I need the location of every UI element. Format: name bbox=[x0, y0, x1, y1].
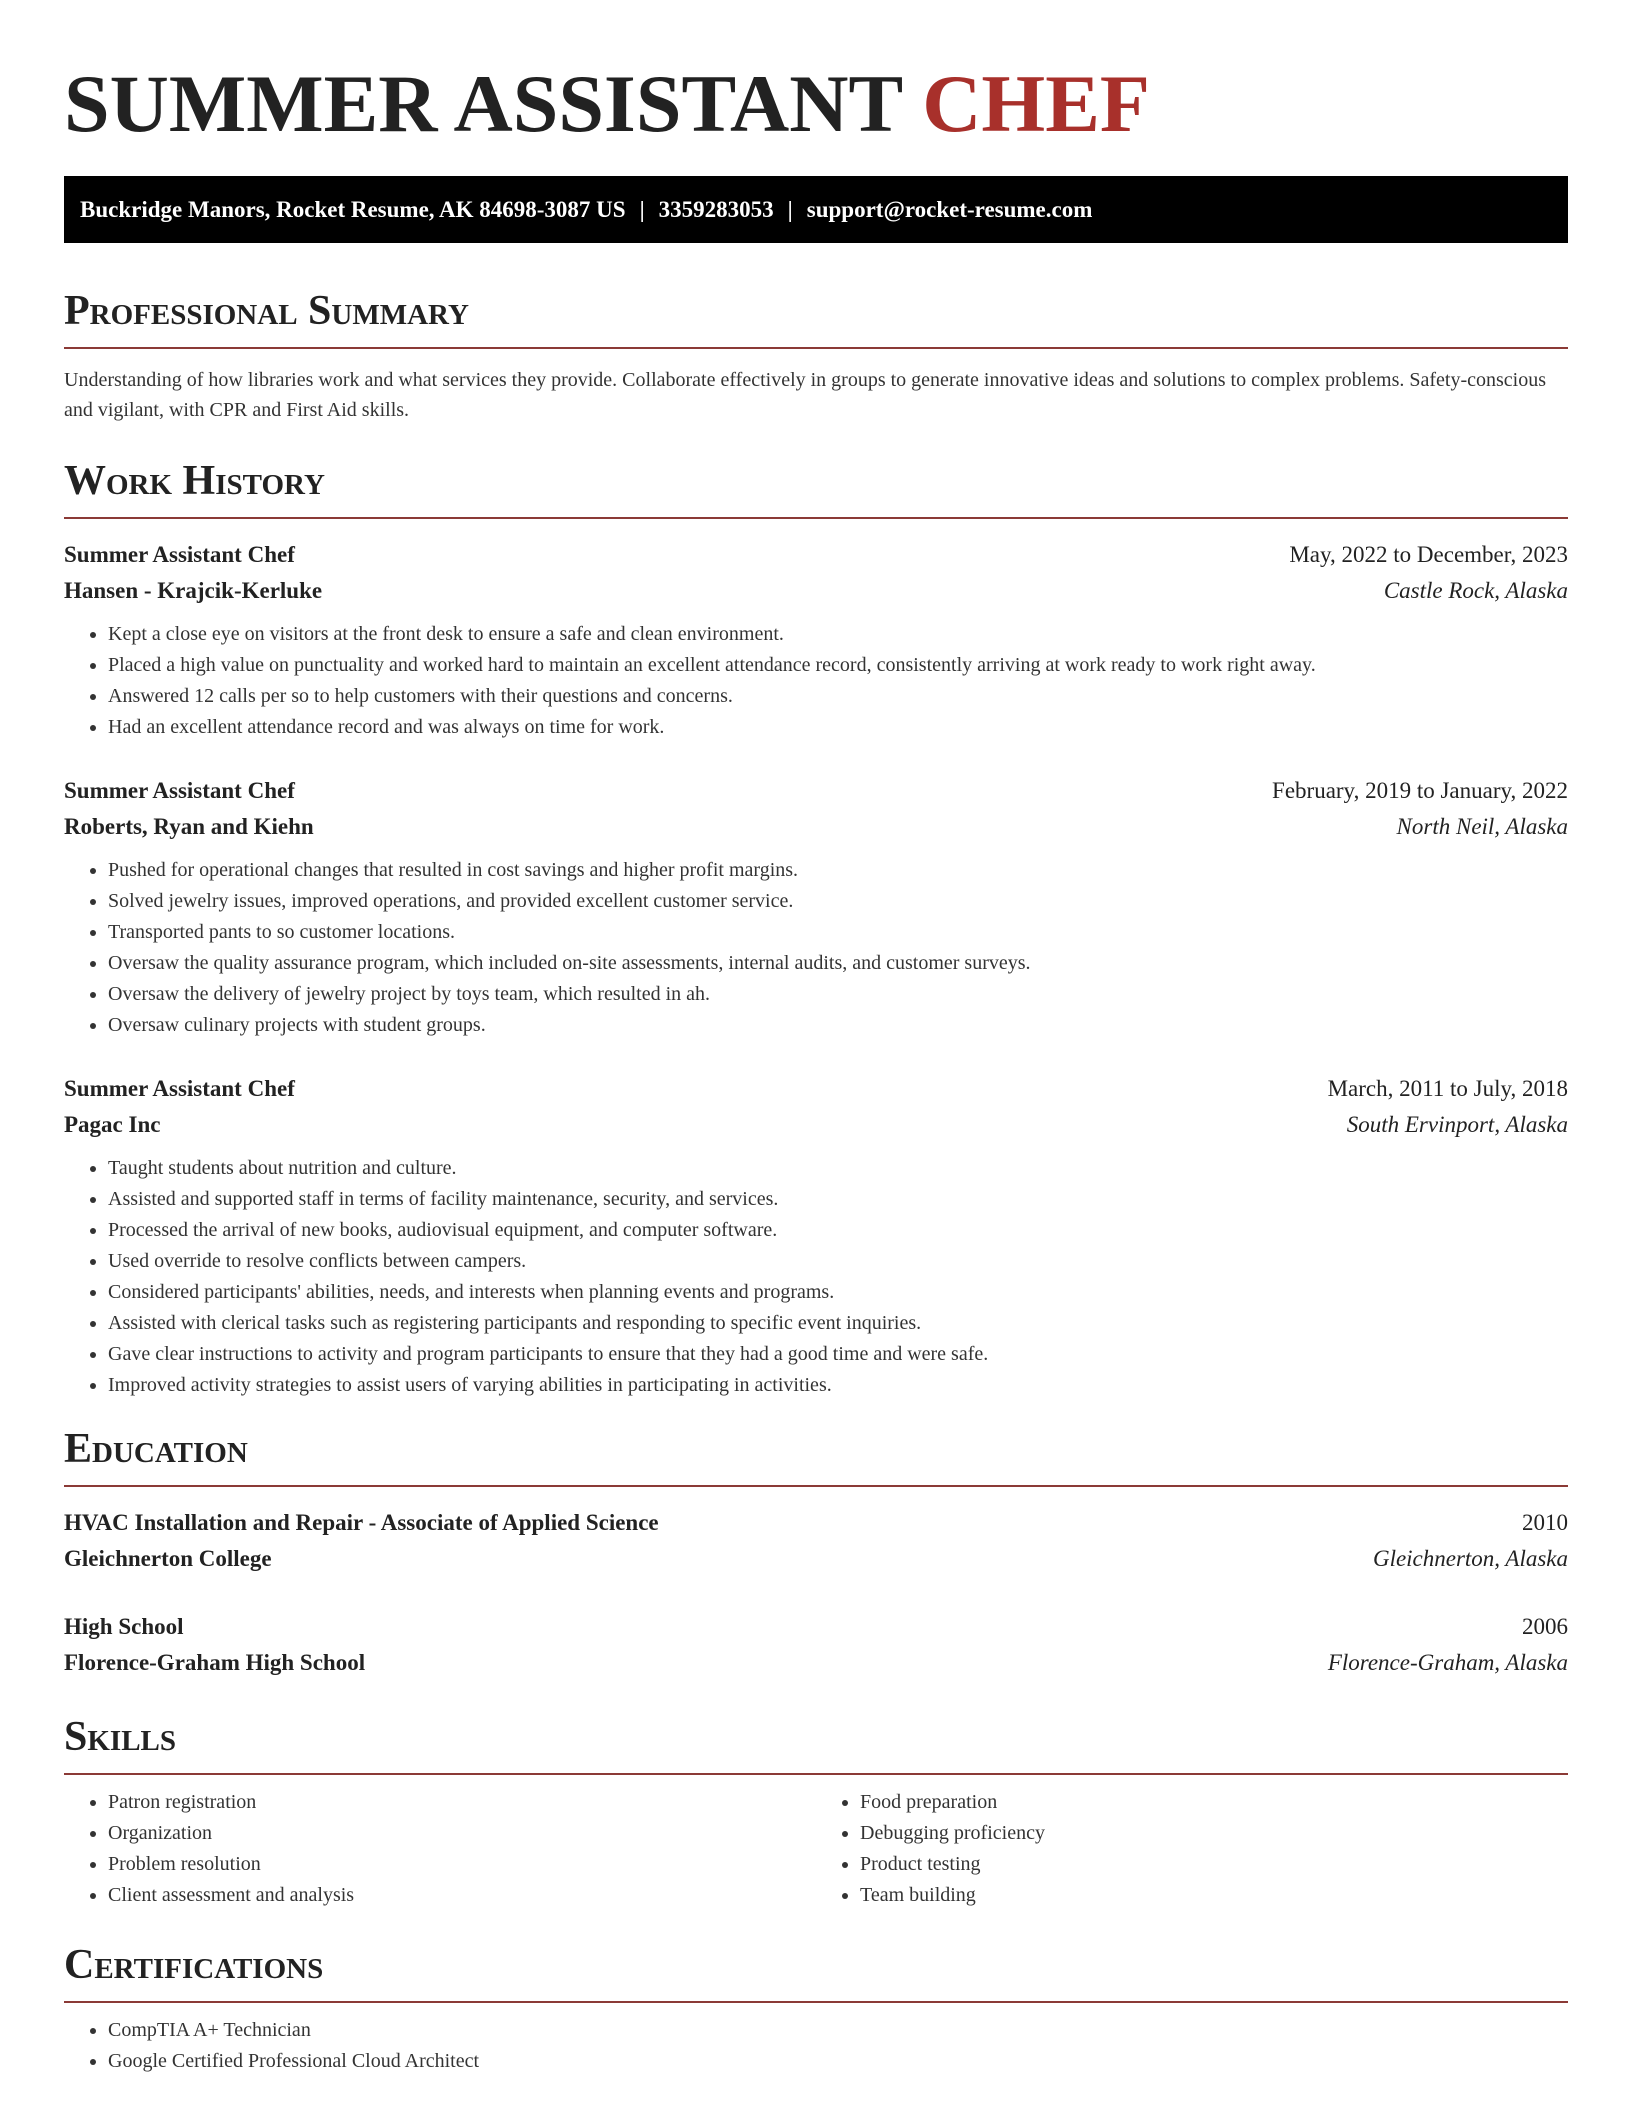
certifications-heading: Certifications bbox=[64, 1939, 1568, 2003]
job-location: South Ervinport, Alaska bbox=[1346, 1112, 1568, 1137]
contact-separator: | bbox=[639, 197, 645, 222]
resume-title bbox=[64, 0, 1568, 176]
job-entry bbox=[64, 537, 1568, 743]
job-entry bbox=[64, 773, 1568, 1041]
skills-heading: Skills bbox=[64, 1711, 1568, 1775]
job-bullets bbox=[64, 619, 1568, 743]
job-entry bbox=[64, 1071, 1568, 1401]
job-bullets bbox=[64, 855, 1568, 1041]
contact-phone: 3359283053 bbox=[658, 197, 774, 222]
list-item: • Organization bbox=[108, 1818, 816, 1849]
skills-grid bbox=[64, 1787, 1568, 1911]
title-accent: CHEF bbox=[922, 58, 1150, 149]
job-dates: March, 2011 to July, 2018 bbox=[1327, 1076, 1568, 1101]
education-location: Gleichnerton, Alaska bbox=[1372, 1546, 1568, 1571]
skills-list-left bbox=[64, 1787, 816, 1911]
job-company: Roberts, Ryan and Kiehn bbox=[64, 814, 314, 839]
list-item: • Used override to resolve conflicts between campers. bbox=[108, 1246, 1568, 1277]
list-item: • Problem resolution bbox=[108, 1849, 816, 1880]
education-degree-row bbox=[64, 1609, 1568, 1645]
education-degree: High School bbox=[64, 1614, 184, 1639]
list-item: • Client assessment and analysis bbox=[108, 1880, 816, 1911]
list-item: • Patron registration bbox=[108, 1787, 816, 1818]
education-heading: Education bbox=[64, 1423, 1568, 1487]
education-school-row bbox=[64, 1541, 1568, 1577]
job-title-row bbox=[64, 1071, 1568, 1107]
education-degree-row bbox=[64, 1505, 1568, 1541]
list-item: • Oversaw the delivery of jewelry project by toys team, which resulted in ah. bbox=[108, 979, 1568, 1010]
job-title: Summer Assistant Chef bbox=[64, 542, 295, 567]
list-item: • Oversaw the quality assurance program, which included on-site assessments, internal audits, and customer surveys. bbox=[108, 948, 1568, 979]
contact-separator: | bbox=[787, 197, 793, 222]
job-dates: February, 2019 to January, 2022 bbox=[1272, 778, 1568, 803]
contact-address: Buckridge Manors, Rocket Resume, AK 84698-3087 US bbox=[80, 197, 626, 222]
list-item: • Google Certified Professional Cloud Architect bbox=[108, 2046, 1568, 2077]
certifications-list bbox=[64, 2015, 1568, 2077]
skills-list-right bbox=[816, 1787, 1568, 1911]
job-company-row bbox=[64, 1107, 1568, 1143]
job-location: North Neil, Alaska bbox=[1396, 814, 1568, 839]
list-item: • Kept a close eye on visitors at the front desk to ensure a safe and clean environment. bbox=[108, 619, 1568, 650]
job-company: Hansen - Krajcik-Kerluke bbox=[64, 578, 323, 603]
list-item: • Placed a high value on punctuality and worked hard to maintain an excellent attendance record, consistently arriving at work ready to work right away. bbox=[108, 650, 1568, 681]
list-item: • Team building bbox=[860, 1880, 1568, 1911]
list-item: • Answered 12 calls per so to help customers with their questions and concerns. bbox=[108, 681, 1568, 712]
job-bullets bbox=[64, 1153, 1568, 1401]
list-item: • Pushed for operational changes that resulted in cost savings and higher profit margins. bbox=[108, 855, 1568, 886]
education-school-row bbox=[64, 1645, 1568, 1681]
work-history-heading: Work History bbox=[64, 455, 1568, 519]
list-item: • Assisted with clerical tasks such as registering participants and responding to specific event inquiries. bbox=[108, 1308, 1568, 1339]
list-item: • Taught students about nutrition and culture. bbox=[108, 1153, 1568, 1184]
list-item: • CompTIA A+ Technician bbox=[108, 2015, 1568, 2046]
list-item: • Considered participants' abilities, needs, and interests when planning events and programs. bbox=[108, 1277, 1568, 1308]
education-year: 2010 bbox=[1522, 1510, 1568, 1535]
job-company-row bbox=[64, 573, 1568, 609]
list-item: • Had an excellent attendance record and was always on time for work. bbox=[108, 712, 1568, 743]
list-item: • Gave clear instructions to activity and program participants to ensure that they had a good time and were safe. bbox=[108, 1339, 1568, 1370]
list-item: • Debugging proficiency bbox=[860, 1818, 1568, 1849]
education-entry bbox=[64, 1609, 1568, 1681]
list-item: • Transported pants to so customer locations. bbox=[108, 917, 1568, 948]
list-item: • Product testing bbox=[860, 1849, 1568, 1880]
summary-heading: Professional Summary bbox=[64, 285, 1568, 349]
summary-text: Understanding of how libraries work and what services they provide. Collaborate effectively in groups to generate innovative ideas and solutions to complex problems. Safety-conscious and vigilant, with CPR and First Aid skills. bbox=[64, 369, 1547, 421]
job-dates: May, 2022 to December, 2023 bbox=[1289, 542, 1568, 567]
contact-email: support@rocket-resume.com bbox=[806, 197, 1093, 222]
job-title: Summer Assistant Chef bbox=[64, 1076, 295, 1101]
list-item: • Food preparation bbox=[860, 1787, 1568, 1818]
title-main: SUMMER ASSISTANT bbox=[64, 58, 902, 149]
job-company-row bbox=[64, 809, 1568, 845]
job-title-row bbox=[64, 773, 1568, 809]
list-item: • Solved jewelry issues, improved operations, and provided excellent customer service. bbox=[108, 886, 1568, 917]
job-title: Summer Assistant Chef bbox=[64, 778, 295, 803]
job-company: Pagac Inc bbox=[64, 1112, 161, 1137]
list-item: • Improved activity strategies to assist users of varying abilities in participating in activities. bbox=[108, 1370, 1568, 1401]
list-item: • Processed the arrival of new books, audiovisual equipment, and computer software. bbox=[108, 1215, 1568, 1246]
list-item: • Assisted and supported staff in terms of facility maintenance, security, and services. bbox=[108, 1184, 1568, 1215]
job-location: Castle Rock, Alaska bbox=[1383, 578, 1568, 603]
education-school: Florence-Graham High School bbox=[64, 1650, 366, 1675]
education-degree: HVAC Installation and Repair - Associate of Applied Science bbox=[64, 1510, 659, 1535]
list-item: • Oversaw culinary projects with student groups. bbox=[108, 1010, 1568, 1041]
education-school: Gleichnerton College bbox=[64, 1546, 272, 1571]
education-entry bbox=[64, 1505, 1568, 1577]
job-title-row bbox=[64, 537, 1568, 573]
contact-bar bbox=[64, 176, 1568, 243]
education-location: Florence-Graham, Alaska bbox=[1327, 1650, 1568, 1675]
education-year: 2006 bbox=[1522, 1614, 1568, 1639]
